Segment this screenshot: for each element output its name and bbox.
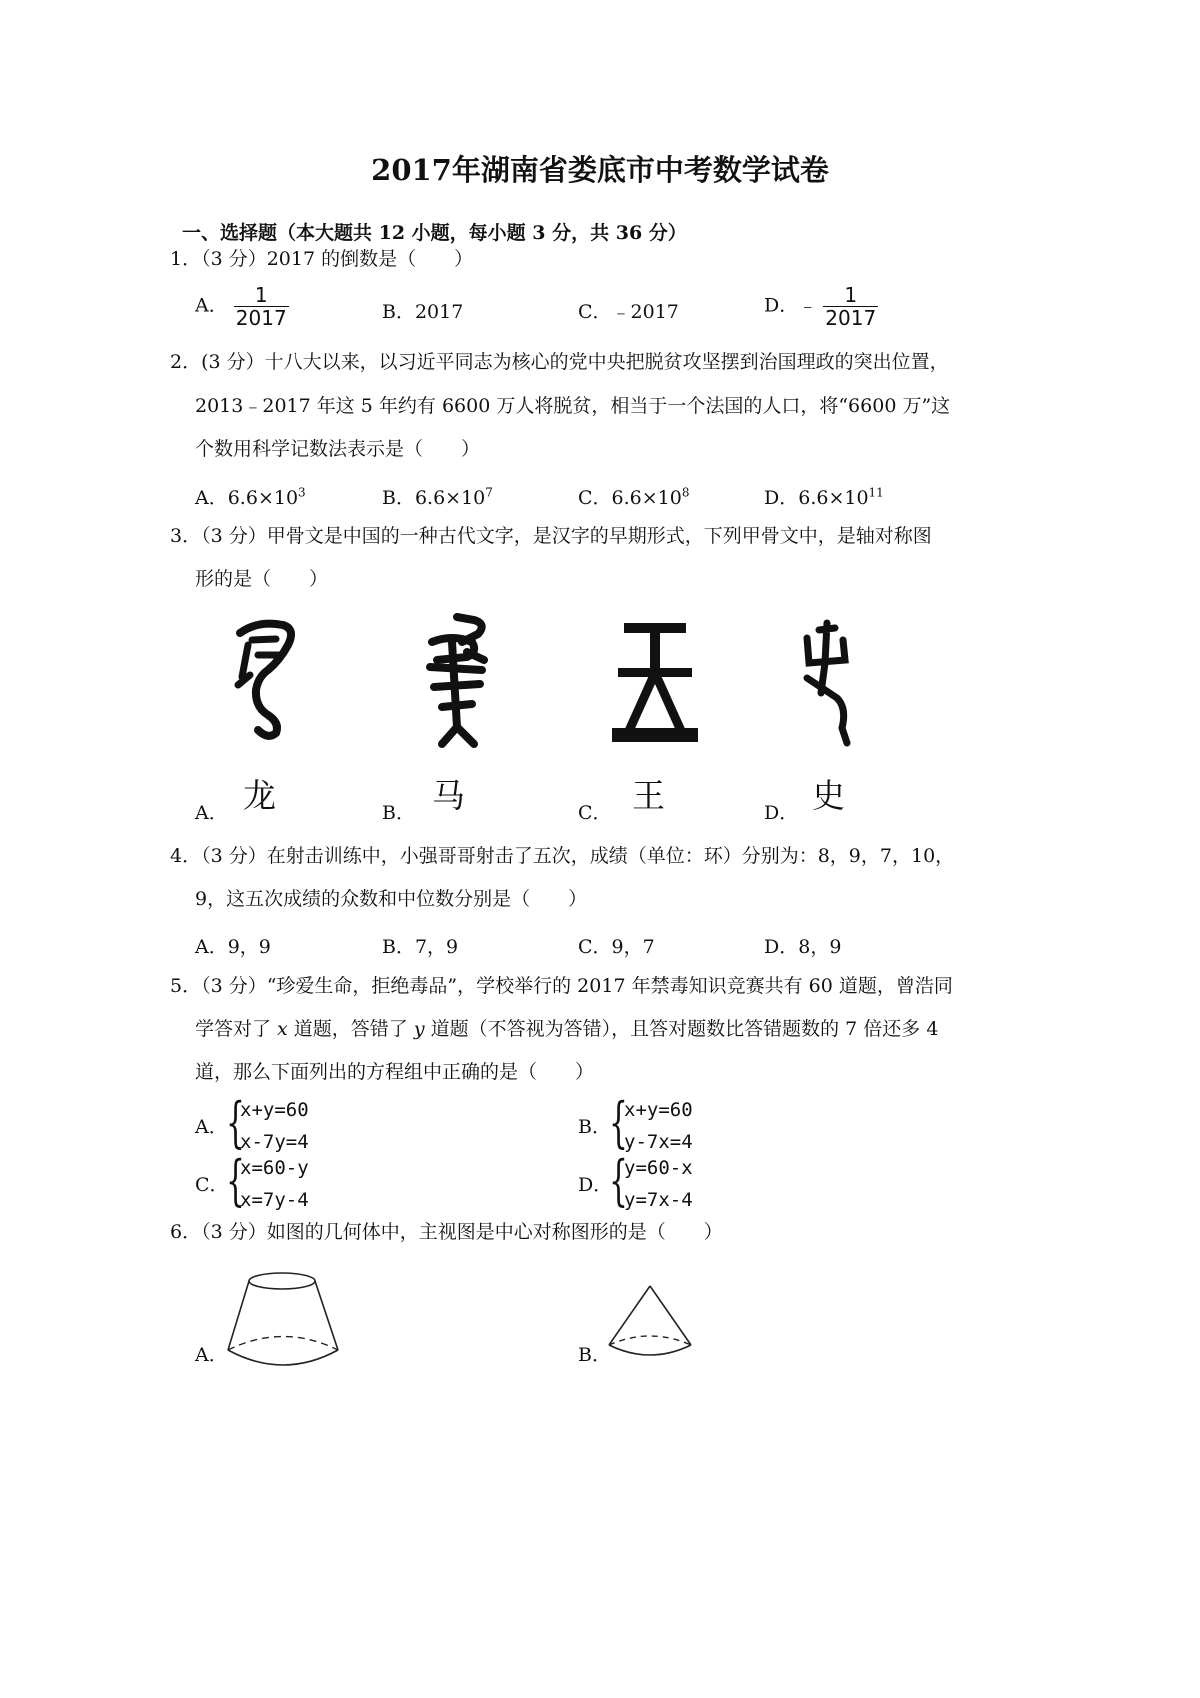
q5-line2-part-c: 道题（不答视为答错），且答对题数比答错题数的 7 倍还多 4 <box>424 1018 939 1040</box>
q4-option-b[interactable]: B．7，9 <box>382 936 459 958</box>
glyph-a-modern-char: 龙 <box>243 776 276 815</box>
q5-var-x: x <box>277 1018 288 1040</box>
q1-option-a-fraction <box>234 284 289 329</box>
q2-option-c[interactable] <box>578 483 690 510</box>
q1-option-d-fraction <box>823 284 878 329</box>
q3-option-a[interactable]: A． <box>195 802 228 824</box>
q2-option-b[interactable] <box>382 483 493 510</box>
q2-b-text: B．6.6×10 <box>382 487 486 509</box>
q2-b-exponent: 7 <box>485 485 493 500</box>
q5-d-system <box>624 1152 693 1216</box>
q2-d-exponent: 11 <box>868 485 884 500</box>
question-5-line-3: 道，那么下面列出的方程组中正确的是（ ） <box>195 1061 595 1083</box>
question-3-line-2: 形的是（ ） <box>195 568 329 590</box>
q5-c-eq1: x=60-y <box>240 1157 309 1179</box>
q1-d-denominator: 2017 <box>825 306 877 330</box>
q4-option-c[interactable]: C．9，7 <box>578 936 655 958</box>
q4-option-d[interactable]: D．8，9 <box>764 936 842 958</box>
question-3-line-1: 3．（3 分）甲骨文是中国的一种古代文字，是汉字的早期形式，下列甲骨文中，是轴对称图 <box>170 525 932 547</box>
q3-option-b[interactable]: B． <box>382 802 415 824</box>
q2-c-exponent: 8 <box>681 485 690 500</box>
q2-d-text: D．6.6×10 <box>764 487 869 509</box>
section-heading: 一、选择题（本大题共 12 小题，每小题 3 分，共 36 分） <box>182 222 687 244</box>
q5-d-eq1: y=60-x <box>624 1157 693 1179</box>
q1-option-d-label: D．﹣ <box>764 294 818 317</box>
oracle-glyph-shi-image[interactable] <box>797 618 857 748</box>
cone-figure[interactable] <box>606 1283 694 1363</box>
q5-a-eq2: x-7y=4 <box>240 1131 309 1153</box>
question-2-line-1: 2．(3 分）十八大以来，以习近平同志为核心的党中央把脱贫攻坚摆到治国理政的突出位置， <box>170 351 949 373</box>
question-1-stem: 1．（3 分）2017 的倒数是（ ） <box>170 248 474 270</box>
question-5-line-2 <box>195 1019 938 1039</box>
q5-c-system <box>240 1152 309 1216</box>
q1-option-a-label: A． <box>195 294 228 317</box>
glyph-b-modern-char: 马 <box>432 776 465 815</box>
q1-option-a[interactable] <box>195 284 289 329</box>
oracle-glyph-long-image[interactable] <box>228 615 308 740</box>
q5-option-a[interactable]: A． <box>195 1116 228 1138</box>
q1-a-numerator: 1 <box>234 284 289 307</box>
q2-a-text: A．6.6×10 <box>195 487 299 509</box>
question-5-line-1: 5．（3 分）“珍爱生命，拒绝毒品”，学校举行的 2017 年禁毒知识竞赛共有 60 道题，曾浩同 <box>170 975 953 997</box>
q5-option-c[interactable]: C． <box>195 1174 229 1196</box>
q5-d-eq2: y=7x-4 <box>624 1189 693 1211</box>
glyph-d-modern-char: 史 <box>812 776 845 815</box>
q5-b-system <box>624 1094 693 1158</box>
q3-option-d[interactable]: D． <box>764 802 799 824</box>
oracle-glyph-wang-image[interactable] <box>610 618 700 748</box>
q5-a-brace: { <box>226 1091 245 1154</box>
q5-line2-part-a: 学答对了 <box>195 1018 278 1040</box>
q1-option-c[interactable]: C．﹣2017 <box>578 301 679 323</box>
q5-b-eq1: x+y=60 <box>624 1099 693 1121</box>
q1-a-denominator: 2017 <box>235 306 287 330</box>
q6-option-b[interactable]: B． <box>578 1344 611 1366</box>
q5-b-eq2: y-7x=4 <box>624 1131 693 1153</box>
q3-option-c[interactable]: C． <box>578 802 612 824</box>
q1-option-b[interactable]: B．2017 <box>382 301 464 323</box>
q1-option-d[interactable] <box>764 284 878 329</box>
q6-option-a[interactable]: A． <box>195 1344 228 1366</box>
question-4-line-2: 9，这五次成绩的众数和中位数分别是（ ） <box>195 888 588 910</box>
q5-c-brace: { <box>226 1149 245 1212</box>
q2-option-a[interactable] <box>195 483 306 510</box>
frustum-figure[interactable] <box>225 1265 345 1370</box>
q5-var-y: y <box>413 1018 425 1040</box>
q5-d-brace: { <box>609 1149 628 1212</box>
glyph-c-modern-char: 王 <box>632 776 665 815</box>
q5-option-b[interactable]: B． <box>578 1116 611 1138</box>
q5-a-system <box>240 1094 309 1158</box>
q5-line2-part-b: 道题，答错了 <box>287 1018 414 1040</box>
q5-option-d[interactable]: D． <box>578 1174 613 1196</box>
oracle-glyph-ma-image[interactable] <box>412 612 502 752</box>
q2-a-exponent: 3 <box>298 485 306 500</box>
question-4-line-1: 4．（3 分）在射击训练中，小强哥哥射击了五次，成绩（单位：环）分别为：8，9，7，10， <box>170 845 955 867</box>
question-6-stem: 6．（3 分）如图的几何体中，主视图是中心对称图形的是（ ） <box>170 1221 723 1243</box>
q5-c-eq2: x=7y-4 <box>240 1189 309 1211</box>
q1-d-numerator: 1 <box>823 284 878 307</box>
q5-a-eq1: x+y=60 <box>240 1099 309 1121</box>
q4-option-a[interactable]: A．9，9 <box>195 936 271 958</box>
question-2-line-3: 个数用科学记数法表示是（ ） <box>195 438 481 460</box>
q2-c-text: C．6.6×10 <box>578 487 682 509</box>
page-title: 2017年湖南省娄底市中考数学试卷 <box>371 153 829 187</box>
q5-b-brace: { <box>609 1091 628 1154</box>
q2-option-d[interactable] <box>764 483 884 510</box>
question-2-line-2: 2013﹣2017 年这 5 年约有 6600 万人将脱贫，相当于一个法国的人口，将“6600 万”这 <box>195 395 951 417</box>
